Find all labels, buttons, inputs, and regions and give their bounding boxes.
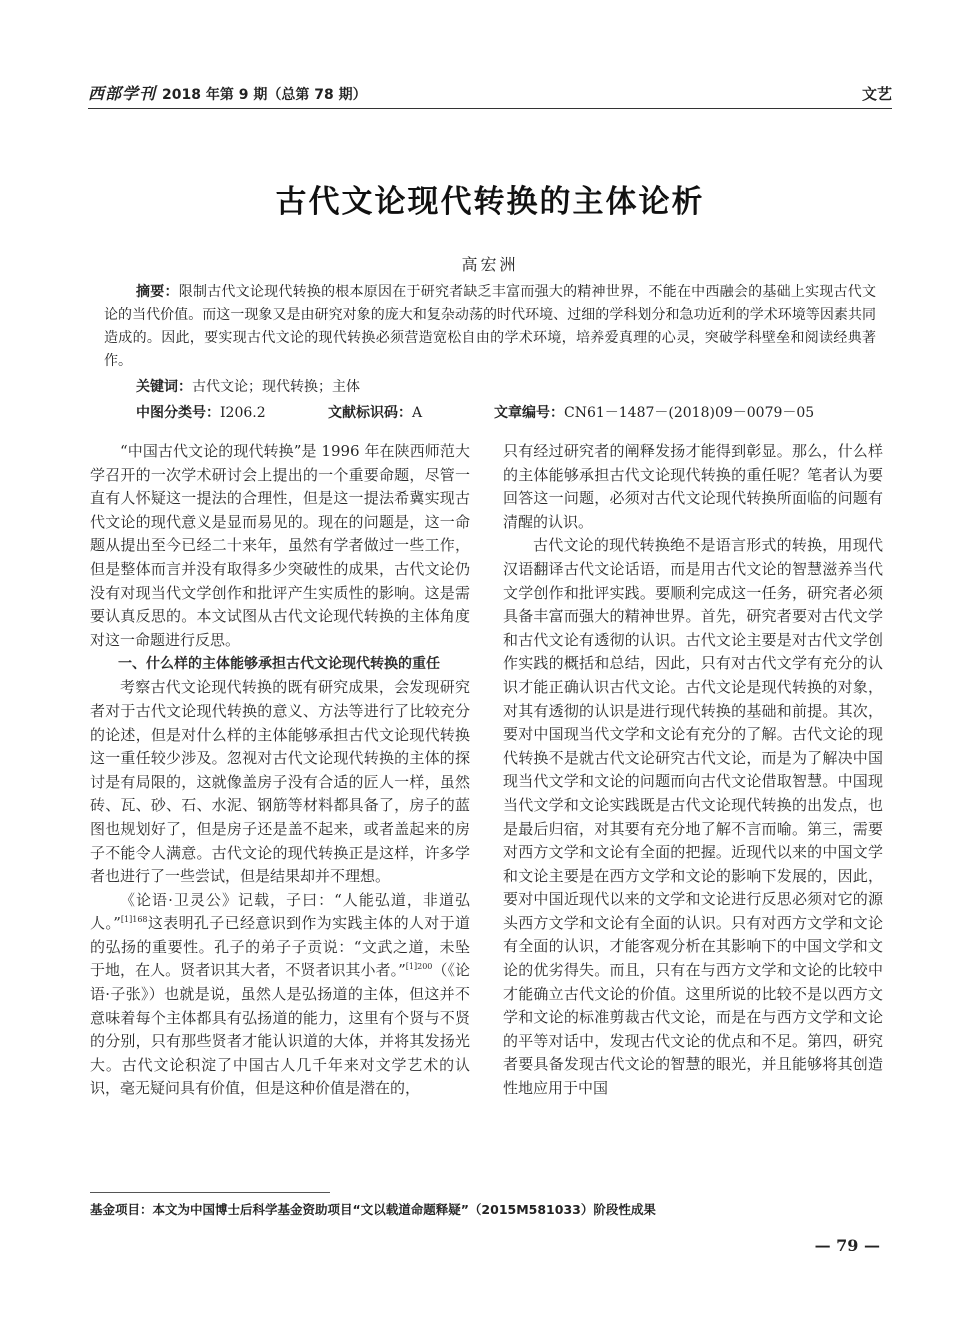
document-code: 文献标识码：A (328, 405, 423, 421)
abstract-label: 摘要： (136, 284, 179, 300)
clc-code: 中图分类号：I206.2 (136, 405, 266, 421)
citation-ref: [1]200 (405, 962, 433, 972)
keywords-text: 古代文论；现代转换；主体 (192, 379, 360, 395)
article-author: 高宏洲 (461, 255, 519, 274)
abstract (104, 281, 876, 373)
keywords (136, 376, 876, 398)
body-paragraph: 只有经过研究者的阐释发扬才能得到彰显。那么，什么样的主体能够承担古代文论现代转换的重任呢？笔者认为要回答这一问题，必须对古代文论现代转换所面临的问题有清醒的认识。 (503, 442, 883, 531)
running-header (88, 78, 892, 109)
abstract-text: 限制古代文论现代转换的根本原因在于研究者缺乏丰富而强大的精神世界，不能在中西融会的基础上实现古代文论的当代价值。而这一现象又是由研究对象的庞大和复杂动荡的时代环境、过细的学科划分和急功近利的学术环境等因素共同造成的。因此，要实现古代文论的现代转换必须营造宽松自由的学术环境，培养爱真理的心灵，突破学科壁垒和阅读经典著作。 (104, 284, 877, 369)
body-paragraph: 考察古代文论现代转换的既有研究成果，会发现研究者对于古代文论现代转换的意义、方法等进行了比较充分的论述，但是对什么样的主体能够承担古代文论现代转换这一重任较少涉及。忽视对古代文论现代转换的主体的探讨是有局限的，这就像盖房子没有合适的匠人一样，虽然砖、瓦、砂、石、水泥、钢筋等材料都具备了，房子的蓝图也规划好了，但是房子还是盖不起来，或者盖起来的房子不能令人满意。古代文论的现代转换正是这样，许多学者也进行了一些尝试，但是结果却并不理想。 (90, 678, 470, 886)
journal-name: 西部学刊 (88, 84, 157, 103)
article-title: 古代文论现代转换的主体论析 (275, 184, 705, 220)
section-name: 文艺 (861, 85, 892, 103)
footnote-divider (90, 1192, 330, 1193)
page-number: — 79 — (814, 1236, 880, 1255)
body-paragraph: “中国古代文论的现代转换”是 1996 年在陕西师范大学召开的一次学术研讨会上提出的一个重要命题，尽管一直有人怀疑这一提法的合理性，但是这一提法希冀实现古代文论的现代意义是显而易见的。现在的问题是，这一命题从提出至今已经二十来年，虽然有学者做过一些工作，但是整体而言并没有取得多少突破性的成果，古代文论仍没有对现当代文学创作和批评产生实质性的影响。这是需要认真反思的。本文试图从古代文论现代转换的主体角度对这一命题进行反思。 (90, 442, 470, 649)
article-number: 文章编号：CN61－1487－(2018)09－0079－05 (494, 405, 815, 421)
body-right-column (503, 440, 883, 1101)
keywords-label: 关键词： (136, 379, 192, 395)
journal-info (88, 81, 367, 104)
journal-issue: 2018 年第 9 期（总第 78 期） (162, 87, 367, 103)
classification-row (136, 402, 876, 424)
body-paragraph: 《论语·卫灵公》记载，子曰：“人能弘道，非道弘人。”$^{[1]168}$这表明孔子已经意识到作为实践主体的人对于道的弘扬的重要性。孔子的弟子子贡说：“文武之道，未坠于地，在人。贤者识其大者，不贤者识其小者。”$^{[1]200}$（《论语·子张》）也就是说，虽然人是弘扬道的主体，但这并不意味着每个主体都具有弘扬道的能力，这里有个贤与不贤的分别，只有那些贤者才能认识道的大体，并将其发扬光大。古代文论积淀了中国古人几千年来对文学艺术的认识，毫无疑问具有价值，但是这种价值是潜在的， (90, 890, 470, 1098)
body-paragraph: 古代文论的现代转换绝不是语言形式的转换，用现代汉语翻译古代文论话语，而是用古代文论的智慧滋养当代文学创作和批评实践。要顺利完成这一任务，研究者必须具备丰富而强大的精神世界。首先，研究者要对古代文学和古代文论有透彻的认识。古代文论主要是对古代文学创作实践的概括和总结，因此，只有对古代文学有充分的认识才能正确认识古代文论。古代文论是现代转换的对象，对其有透彻的认识是进行现代转换的基础和前提。其次，要对中国现当代文学和文论有充分的了解。古代文论的现代转换不是就古代文论研究古代文论，而是为了解决中国现当代文学和文论的问题而向古代文论借取智慧。中国现当代文学和文论实践既是古代文论现代转换的出发点，也是最后归宿，对其要有充分地了解不言而喻。第三，需要对西方文学和文论有全面的把握。近现代以来的中国文学和文论主要是在西方文学和文论的影响下发展的，因此，要对中国近现代以来的文学和文论进行反思必须对它的源头西方文学和文论有全面的认识。只有对西方文学和文论有全面的认识，才能客观分析在其影响下的中国文学和文论的优劣得失。而且，只有在与西方文学和文论的比较中才能确立古代文论的价值。这里所说的比较不是以西方文学和文论的标准剪裁古代文论，而是在与西方文学和文论的平等对话中，发现古代文论的优点和不足。第四，研究者要具备发现古代文论的智慧的眼光，并且能够将其创造性地应用于中国 (503, 536, 883, 1098)
body-left-column (90, 440, 470, 1101)
citation-ref: [1]168 (120, 915, 148, 925)
funding-footnote: 基金项目：本文为中国博士后科学基金资助项目“文以载道命题释疑”（2015M581033）阶段性成果 (90, 1202, 656, 1217)
section-heading: 一、什么样的主体能够承担古代文论现代转换的重任 (118, 656, 440, 673)
